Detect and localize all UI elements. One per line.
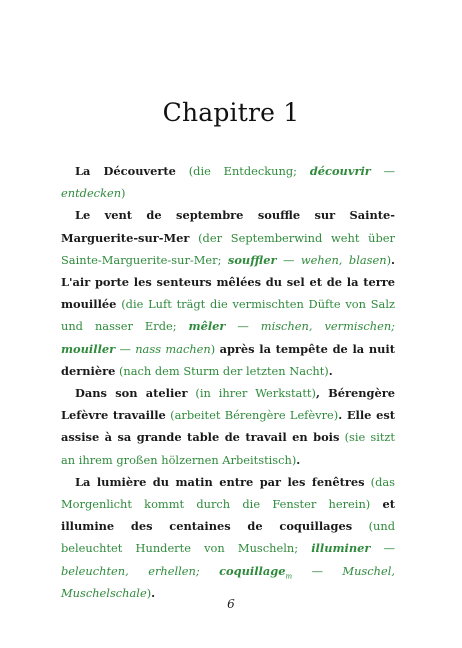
gloss-text: ) <box>210 341 216 356</box>
paragraph <box>61 204 395 382</box>
paragraph <box>61 382 395 471</box>
body-text <box>61 160 395 604</box>
gloss-text: (nach dem Sturm der letzten Nacht) <box>118 363 329 378</box>
gloss-text: (die Luft trägt die vermischten Düfte von Salz und nasser Erde; <box>61 297 395 334</box>
paragraph <box>61 160 395 204</box>
chapter-title: Chapitre 1 <box>162 98 300 127</box>
french-text: et illumine des centaines de coquillages <box>61 497 396 534</box>
french-text: , Bérengère Lefèvre travaille <box>61 386 396 423</box>
french-text: après la tempête de la nuit dernière <box>61 341 395 378</box>
vocab-definition: — entdecken <box>61 164 396 201</box>
vocab-word: mêler <box>188 319 226 334</box>
paragraph <box>61 471 395 604</box>
vocab-definition: — wehen, blasen <box>276 252 387 267</box>
vocab-definition: — beleuchten, erhellen; <box>61 541 395 578</box>
french-text: . <box>296 452 301 467</box>
vocab-word: illuminer <box>311 541 371 556</box>
vocab-word: découvrir <box>309 164 371 178</box>
french-text: Le vent de septembre souffle sur Sainte-Marguerite-sur-Mer <box>61 208 395 245</box>
french-text: . Elle est assise à sa grande table de travail en bois <box>61 408 396 445</box>
vocab-definition: — mischen, vermischen; <box>225 319 395 334</box>
german-gloss <box>195 386 316 400</box>
vocab-definition: — Muschel, Muschelschale <box>61 563 395 600</box>
french-text: . L'air porte les senteurs mêlées du sel et de la terre mouillée <box>61 252 395 312</box>
gloss-text: (sie sitzt an ihrem großen hölzernen Arbeitstisch) <box>61 430 395 467</box>
gloss-text: ) <box>386 252 392 267</box>
german-gloss <box>170 408 338 422</box>
gloss-text: (das Morgenlicht kommt durch die Fenster herein) <box>61 474 395 512</box>
french-text: Dans son atelier <box>75 386 188 401</box>
vocab-word: mouiller <box>61 341 116 356</box>
french-text: . <box>328 363 333 378</box>
french-text: . <box>151 585 156 600</box>
german-gloss <box>119 364 329 378</box>
gloss-text: (der Septemberwind weht über Sainte-Marguerite-sur-Mer; <box>61 230 395 267</box>
gloss-text: ) <box>121 186 126 201</box>
gloss-text: (in ihrer Werkstatt) <box>195 386 316 401</box>
french-text: La Découverte <box>75 164 176 178</box>
gloss-text: (arbeitet Bérengère Lefèvre) <box>170 408 339 423</box>
french-text: La lumière du matin entre par les fenêtres <box>75 474 365 489</box>
vocab-word: souffler <box>227 252 277 267</box>
page-number: 6 <box>227 597 235 611</box>
gloss-text: ) <box>146 585 152 600</box>
vocab-definition: — nass machen <box>115 341 211 356</box>
gloss-text: (und beleuchtet Hunderte von Muscheln; <box>61 519 396 556</box>
vocab-word: coquillage <box>219 563 286 578</box>
gender-marker: m <box>285 571 293 580</box>
gloss-text: (die Entdeckung; <box>188 164 310 178</box>
